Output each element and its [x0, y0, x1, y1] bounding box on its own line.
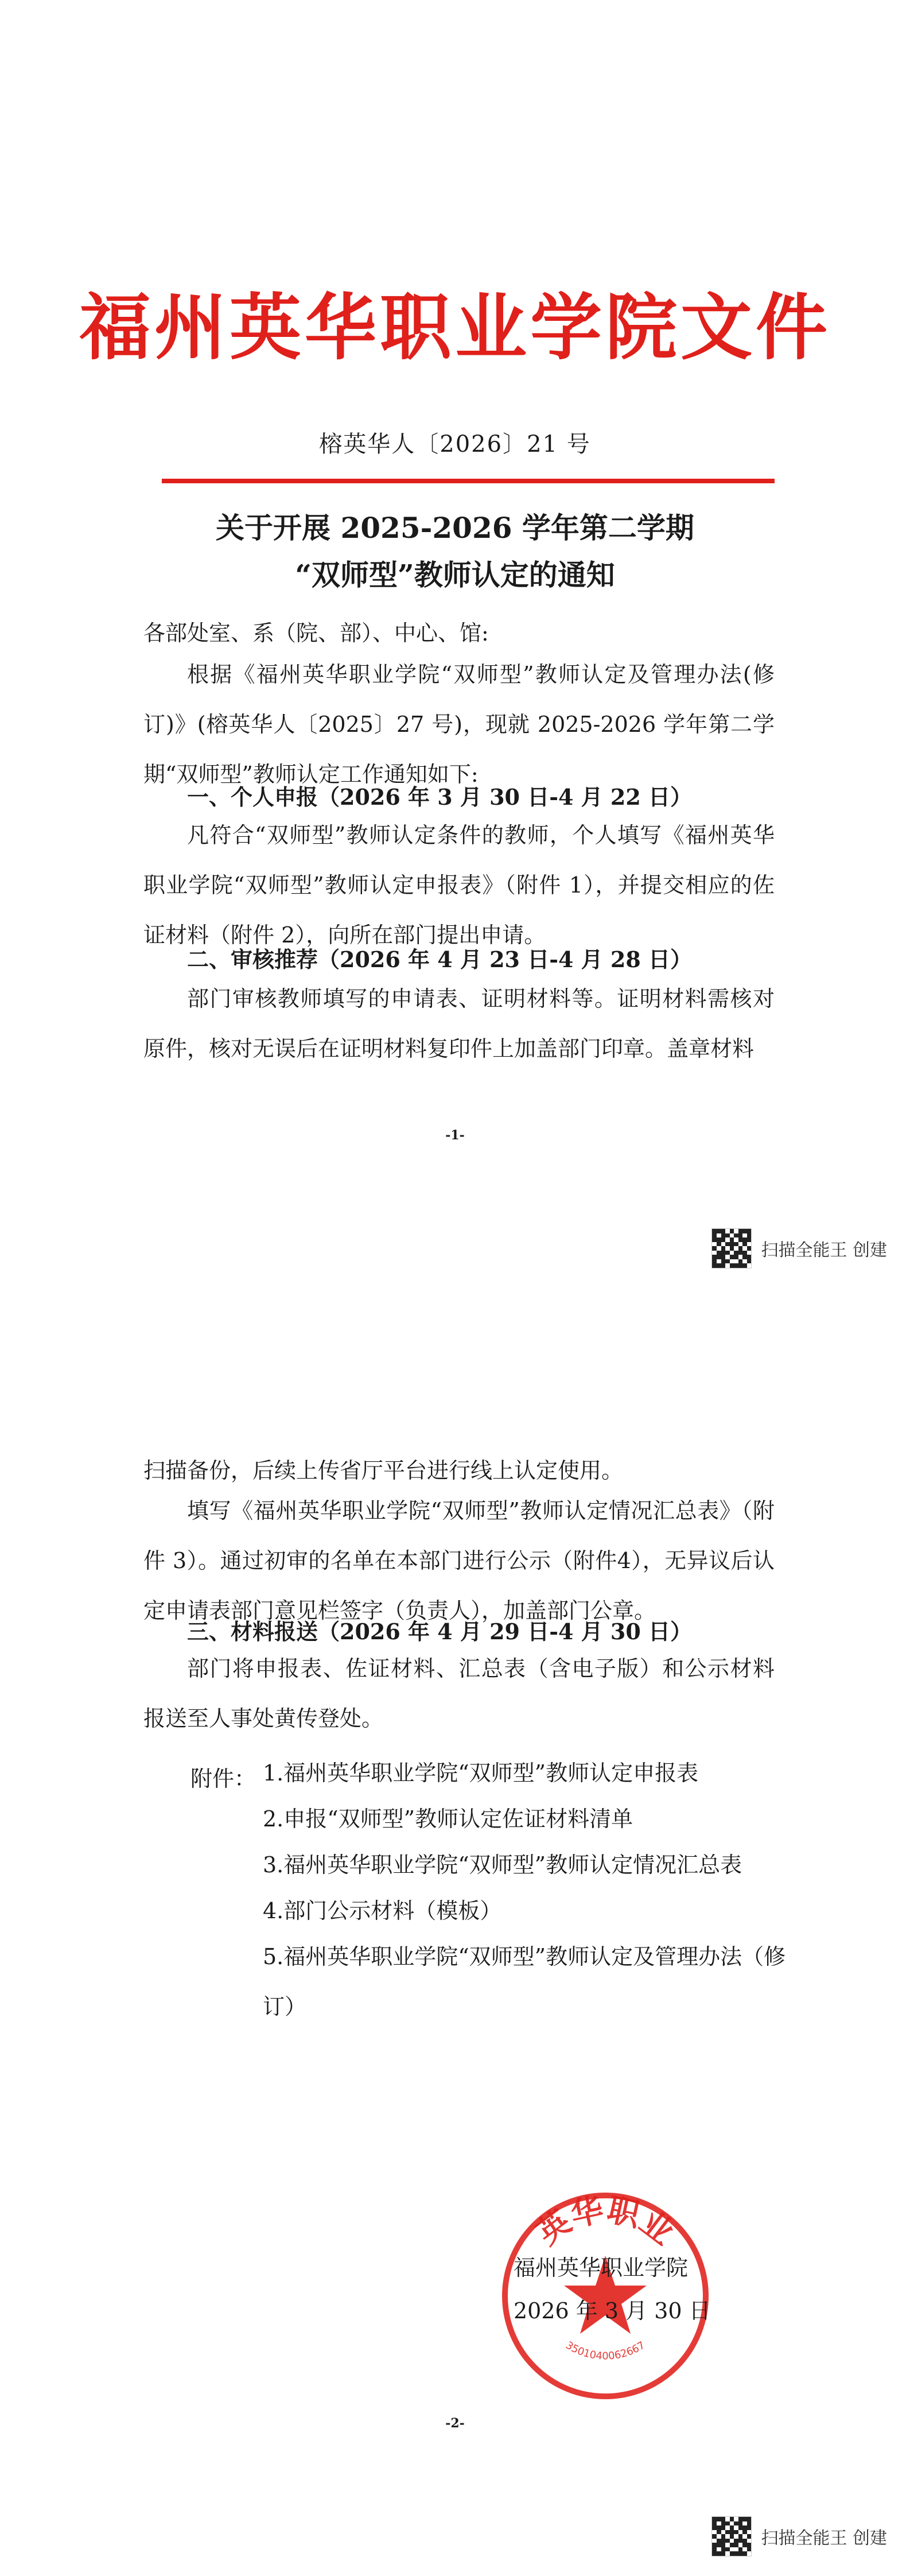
section2-body-part1: 部门审核教师填写的申请表、证明材料等。证明材料需核对原件，核对无误后在证明材料复印件上加盖部门印章。盖章材料: [143, 986, 775, 1061]
seal-text: 英华职业: [530, 2190, 681, 2253]
scanner-watermark-2: [711, 2516, 887, 2556]
attachment-item: 5.福州英华职业学院“双师型”教师认定及管理办法（修订）: [263, 1944, 786, 2019]
attachments-label: 附件：: [190, 1766, 256, 1791]
section1-heading: 一、个人申报（2026 年 3 月 30 日-4 月 22 日）: [187, 784, 693, 810]
signature-unit: 福州英华职业学院: [514, 2255, 689, 2280]
scanner-label: 扫描全能王 创建: [761, 1240, 887, 1260]
attachment-item: 2.申报“双师型”教师认定佐证材料清单: [263, 1806, 633, 1832]
page-2: [0, 1288, 910, 2576]
scanner-label: 扫描全能王 创建: [761, 2528, 887, 2548]
attachment-item: 1.福州英华职业学院“双师型”教师认定申报表: [263, 1760, 699, 1786]
page-number-2: -2-: [445, 2416, 465, 2431]
qr-code-icon: [711, 2516, 752, 2556]
salutation: 各部处室、系（院、部）、中心、馆:: [143, 620, 489, 646]
document-number: 榕英华人〔2026〕21 号: [319, 431, 591, 457]
attachment-item: 4.部门公示材料（模板）: [263, 1898, 502, 1923]
intro-paragraph: 根据《福州英华职业学院“双师型”教师认定及管理办法(修订)》(榕英华人〔2025〕27 号)，现就 2025-2026 学年第二学期“双师型”教师认定工作通知如下:: [143, 662, 775, 787]
notice-title-line1: 关于开展 2025-2026 学年第二学期: [216, 511, 694, 545]
attachment-item: 3.福州英华职业学院“双师型”教师认定情况汇总表: [263, 1852, 742, 1877]
section3-body: 部门将申报表、佐证材料、汇总表（含电子版）和公示材料报送至人事处黄传登处。: [143, 1656, 775, 1731]
page-number-1: -1-: [445, 1128, 465, 1143]
seal-number: 3501040062667: [563, 2339, 647, 2362]
section2-heading: 二、审核推荐（2026 年 4 月 23 日-4 月 28 日）: [187, 946, 693, 972]
svg-text:英华职业: [530, 2190, 681, 2252]
svg-text:3501040062667: [563, 2340, 647, 2362]
section2-body-part2a: 扫描备份，后续上传省厅平台进行线上认定使用。: [143, 1458, 624, 1483]
qr-code-icon: [711, 1228, 752, 1268]
section1-body: 凡符合“双师型”教师认定条件的教师，个人填写《福州英华职业学院“双师型”教师认定申报表》（附件 1），并提交相应的佐证材料（附件 2），向所在部门提出申请。: [143, 823, 775, 948]
notice-title-line2: “双师型”教师认定的通知: [295, 558, 615, 592]
section2-body-part2b: 填写《福州英华职业学院“双师型”教师认定情况汇总表》（附件 3）。通过初审的名单在本部门进行公示（附件4），无异议后认定申请表部门意见栏签字（负责人），加盖部门公章。: [143, 1498, 775, 1623]
header-red-rule: [162, 479, 775, 483]
scanner-watermark-1: [711, 1228, 887, 1268]
section3-heading: 三、材料报送（2026 年 4 月 29 日-4 月 30 日）: [187, 1619, 693, 1644]
document-header-title: 福州英华职业学院文件: [79, 286, 831, 370]
signature-date: 2026 年 3 月 30 日: [514, 2298, 711, 2323]
